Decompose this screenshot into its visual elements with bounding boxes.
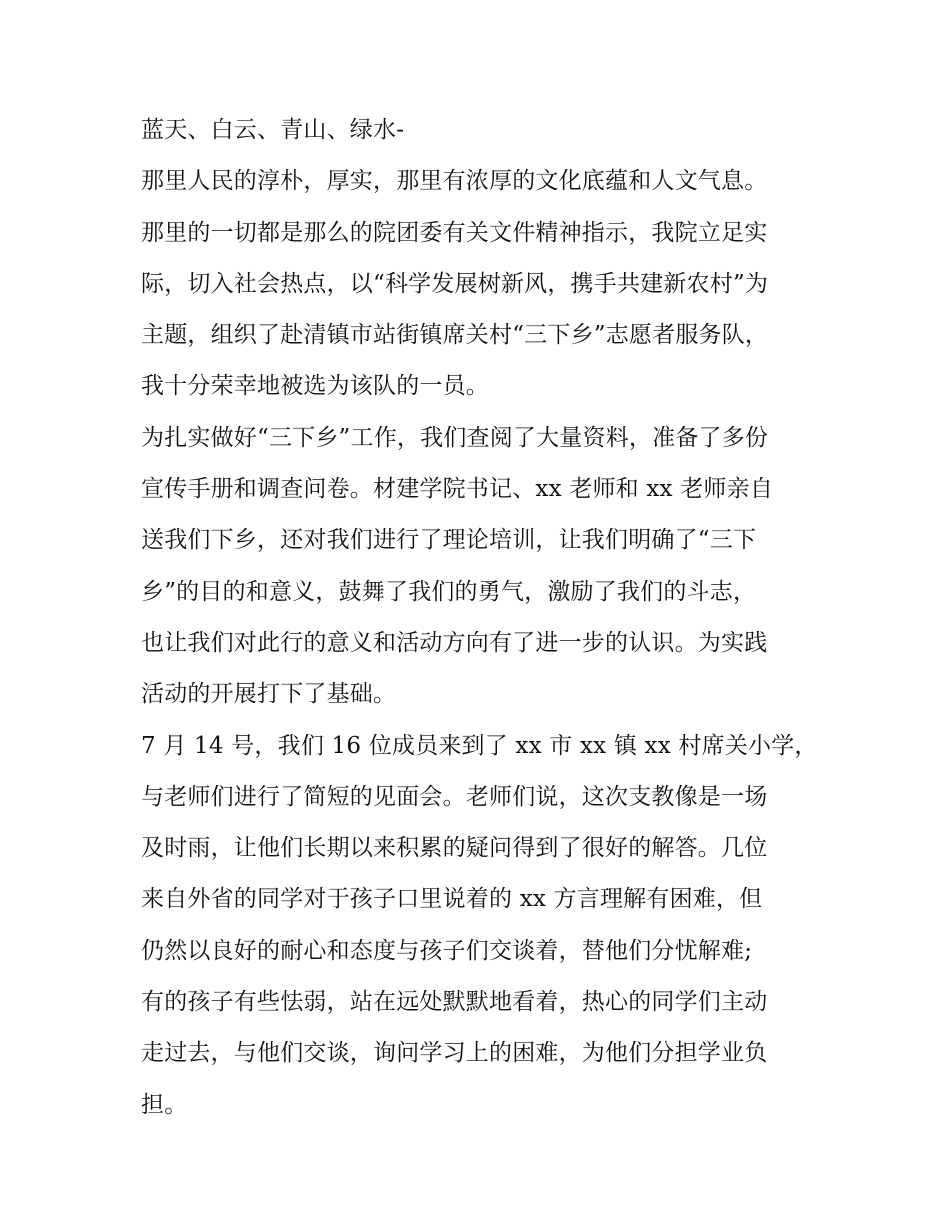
text-line: 走过去，与他们交谈，询问学习上的困难，为他们分担学业负 [141,1040,768,1067]
text-line: 我十分荣幸地被选为该队的一员。 [141,373,489,400]
text-line: 际，切入社会热点，以“科学发展树新风，携手共建新农村”为 [141,270,769,297]
text-line: 有的孩子有些怯弱，站在远处默默地看着，热心的同学们主动 [141,989,768,1016]
text-line: 为扎实做好“三下乡”工作，我们查阅了大量资料，准备了多份 [141,424,769,451]
text-line: 那里的一切都是那么的院团委有关文件精神指示，我院立足实 [141,219,768,246]
text-line: 仍然以良好的耐心和态度与孩子们交谈着，替他们分忧解难; [141,937,753,964]
text-line: 7 月 14 号，我们 16 位成员来到了 xx 市 xx 镇 xx 村席关小学， [141,732,818,759]
text-line: 及时雨，让他们长期以来积累的疑问得到了很好的解答。几位 [141,835,768,862]
text-line: 来自外省的同学对于孩子口里说着的 xx 方言理解有困难，但 [141,886,763,913]
text-line: 那里人民的淳朴，厚实，那里有浓厚的文化底蕴和人文气息。 [141,168,768,195]
text-line: 主题，组织了赴清镇市站街镇席关村“三下乡”志愿者服务队， [141,322,769,349]
text-line: 也让我们对此行的意义和活动方向有了进一步的认识。为实践 [141,629,768,656]
text-line: 宣传手册和调查问卷。材建学院书记、xx 老师和 xx 老师亲自 [141,476,774,503]
text-line: 担。 [141,1091,188,1118]
text-line: 蓝天、白云、青山、绿水- [141,117,405,143]
body-text [141,108,831,1134]
text-line: 乡”的目的和意义，鼓舞了我们的勇气，激励了我们的斗志， [141,578,757,605]
text-line: 与老师们进行了简短的见面会。老师们说，这次支教像是一场 [141,783,768,810]
text-line: 送我们下乡，还对我们进行了理论培训，让我们明确了“三下 [141,527,757,554]
text-line: 活动的开展打下了基础。 [141,681,397,708]
